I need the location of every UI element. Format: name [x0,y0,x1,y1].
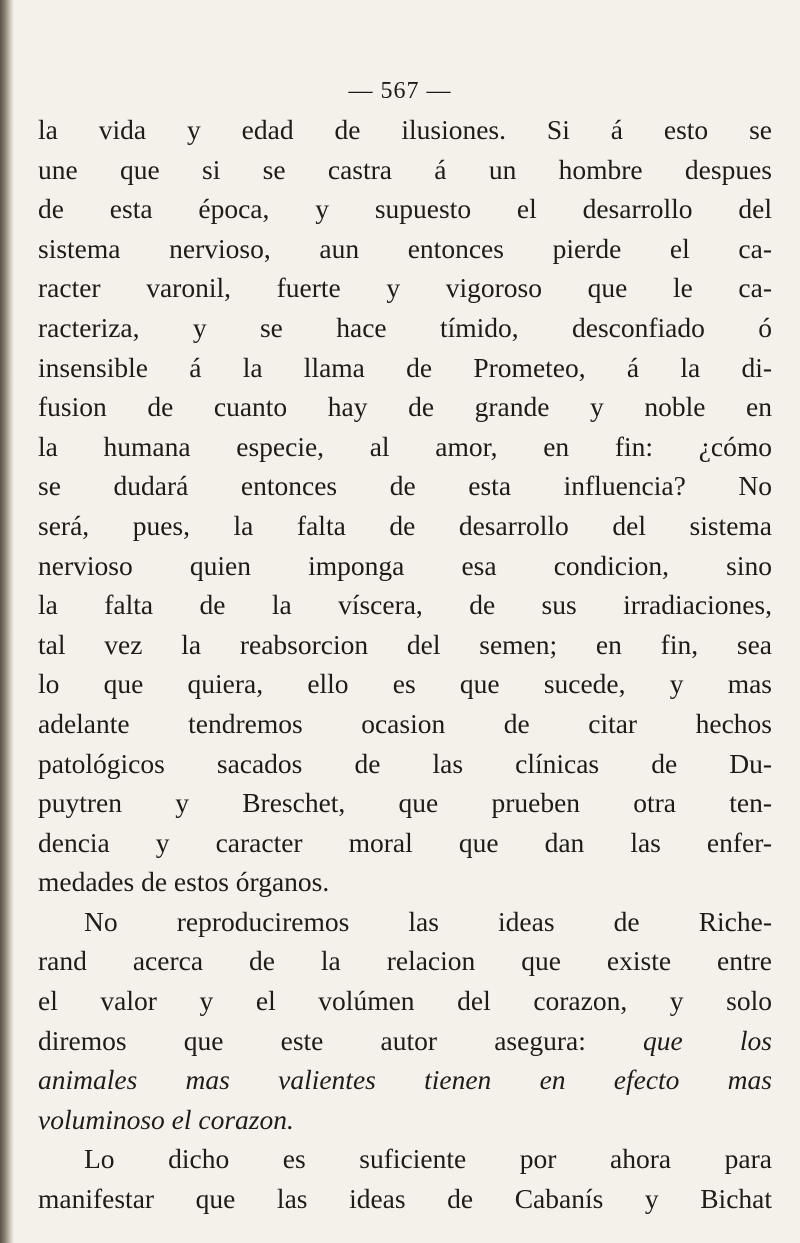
text-line [38,506,772,546]
text-span: se dudará entonces de esta influencia? No [38,470,772,502]
text-line [38,902,772,942]
text-line [38,268,772,308]
text-line [38,1021,772,1061]
text-span: une que si se castra á un hombre despues [38,153,772,185]
text-span: nervioso quien imponga esa condicion, sino [38,549,772,581]
text-span: lo que quiera, ello es que sucede, y mas [38,668,772,700]
text-span: racteriza, y se hace tímido, desconfiado ó [38,311,772,343]
text-line [38,783,772,823]
text-span: el valor y el volúmen del corazon, y solo [38,985,772,1017]
text-span: insensible á la llama de Prometeo, á la di- [38,351,772,383]
text-span: adelante tendremos ocasion de citar hechos [38,707,772,739]
text-span: Lo dicho es suficiente por ahora para [84,1143,772,1175]
text-line [38,585,772,625]
text-span: la vida y edad de ilusiones. Si á esto se [38,114,772,145]
text-span: No reproduciremos las ideas de Riche- [84,905,772,937]
text-span: tal vez la reabsorcion del semen; en fin, sea [38,628,772,660]
text-span: diremos que este autor asegura: [38,1024,644,1056]
text-span: sistema nervioso, aun entonces pierde el ca- [38,232,772,264]
text-line [38,862,772,902]
text-span: rand acerca de la relacion que existe entre [38,945,772,977]
text-span: será, pues, la falta de desarrollo del sistema [38,509,772,541]
text-span: fusion de cuanto hay de grande y noble en [38,391,772,423]
text-line [38,1139,772,1179]
text-span: de esta época, y supuesto el desarrollo del [38,193,772,225]
text-line [38,1060,772,1100]
text-line [38,348,772,388]
text-line [38,941,772,981]
text-line [38,546,772,586]
page-number: — 567 — [348,78,452,104]
text-line [38,664,772,704]
text-line [38,189,772,229]
book-spine-edge [0,0,14,1243]
text-line [38,308,772,348]
text-span: racter varonil, fuerte y vigoroso que le ca- [38,272,772,304]
italic-text: que los [643,1024,772,1056]
body-text [38,110,772,1219]
text-line [38,150,772,190]
text-line [38,981,772,1021]
text-span: puytren y Breschet, que prueben otra ten- [38,787,772,819]
text-span: la falta de la víscera, de sus irradiaciones, [38,589,772,621]
text-span: patológicos sacados de las clínicas de Du- [38,747,772,779]
italic-text: voluminoso el corazon. [38,1103,294,1135]
text-line [38,1100,772,1140]
text-line [38,229,772,269]
text-span: dencia y caracter moral que dan las enfer- [38,826,772,858]
text-span: medades de estos órganos. [38,866,330,898]
text-line [38,744,772,784]
text-line [38,1179,772,1219]
text-span: la humana especie, al amor, en fin: ¿cómo [38,430,772,462]
text-line [38,823,772,863]
text-span: manifestar que las ideas de Cabanís y Bichat [38,1183,772,1215]
text-line [38,625,772,665]
text-line [38,427,772,467]
text-line [38,110,772,150]
text-line [38,704,772,744]
text-line [38,387,772,427]
text-line [38,466,772,506]
italic-text: animales mas valientes tienen en efecto mas [38,1064,772,1096]
